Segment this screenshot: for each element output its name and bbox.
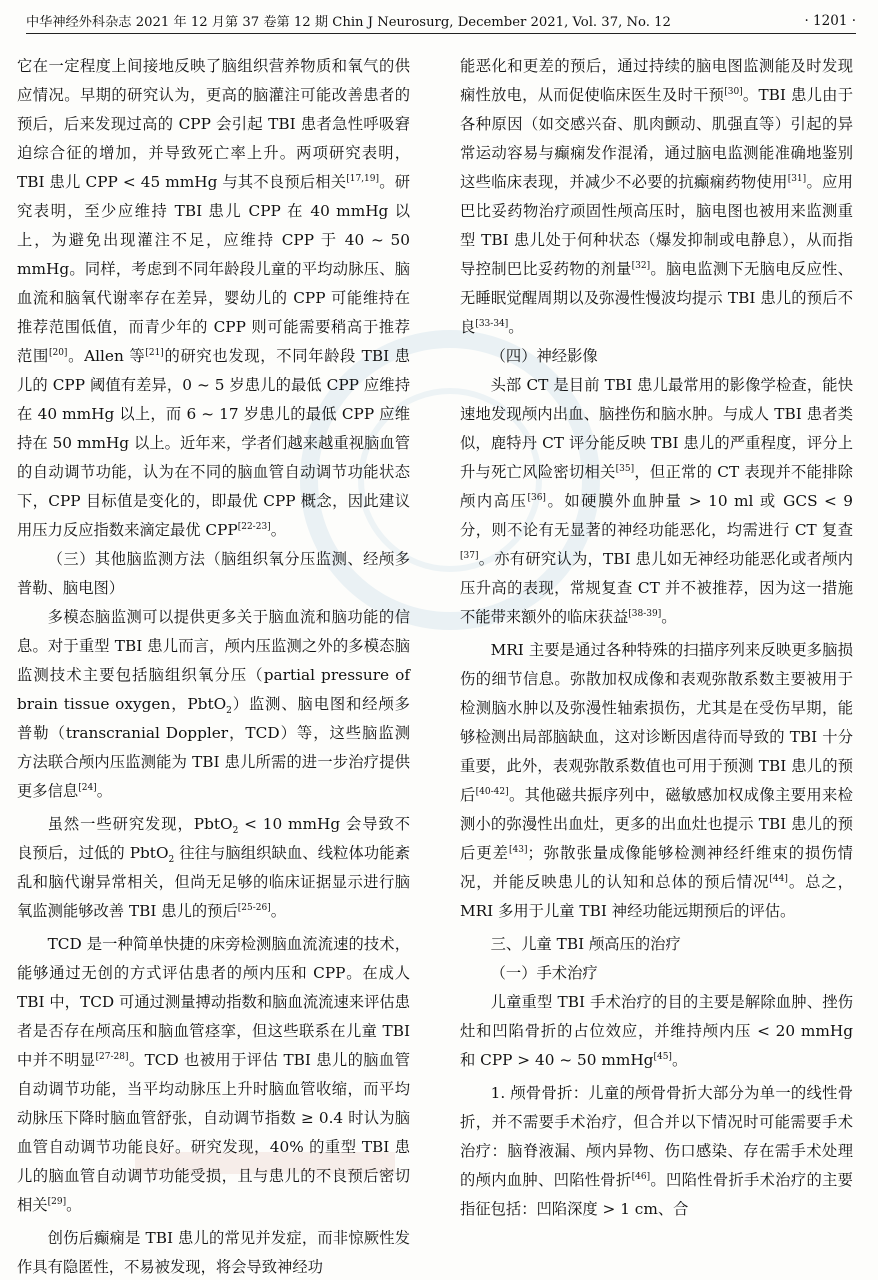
citation: [33-34]	[475, 318, 509, 329]
citation: [40-42]	[475, 786, 509, 797]
right-column	[460, 52, 853, 1224]
citation: [45]	[653, 1051, 672, 1062]
citation: [38-39]	[628, 608, 662, 619]
paragraph: TCD 是一种简单快捷的床旁检测脑血流流速的技术，能够通过无创的方式评估患者的颅内压和 CPP。在成人 TBI 中，TCD 可通过测量搏动指数和脑血流流速来评估患者是否存在颅高压和脑血管痉挛，但这些联系在儿童 TBI 中并不明显[27-28]。TCD 也被用于评估 TBI 患儿的脑血管自动调节功能，当平均动脉压上升时脑血管收缩，而平均动脉压下降时脑血管舒张，自动调节指数 ≥ 0.4 时认为脑血管自动调节功能良好。研究发现，40% 的重型 TBI 患儿的脑血管自动调节功能受损，且与患儿的不良预后密切相关[29]。	[17, 935, 410, 1214]
citation: [24]	[78, 782, 97, 793]
page-number: · 1201 ·	[804, 12, 856, 29]
citation: [21]	[145, 347, 164, 358]
paragraph: 能恶化和更差的预后，通过持续的脑电图监测能及时发现痫性放电，从而促使临床医生及时干预[30]。TBI 患儿由于各种原因（如交感兴奋、肌肉颤动、肌强直等）引起的异常运动容易与癫痫发作混淆，通过脑电监测能准确地鉴别这些临床表现，并减少不必要的抗癫痫药物使用[31]。应用巴比妥药物治疗顽固性颅高压时，脑电图也被用来监测重型 TBI 患儿处于何种状态（爆发抑制或电静息），从而指导控制巴比妥药物的剂量[32]。脑电监测下无脑电反应性、无睡眠觉醒周期以及弥漫性慢波均提示 TBI 患儿的预后不良[33-34]。	[460, 57, 853, 336]
paragraph: 1. 颅骨骨折：儿童的颅骨骨折大部分为单一的线性骨折，并不需要手术治疗，但合并以下情况时可能需要手术治疗：脑脊液漏、颅内异物、伤口感染、存在需手术处理的颅内血肿、凹陷性骨折[46]。凹陷性骨折手术治疗的主要指征包括：凹陷深度 > 1 cm、合	[460, 1084, 853, 1218]
paragraph: 它在一定程度上间接地反映了脑组织营养物质和氧气的供应情况。早期的研究认为，更高的脑灌注可能改善患者的预后，后来发现过高的 CPP 会引起 TBI 患者急性呼吸窘迫综合征的增加，并导致死亡率上升。两项研究表明，TBI 患儿 CPP < 45 mmHg 与其不良预后相关[17,19]。研究表明，至少应维持 TBI 患儿 CPP 在 40 mmHg 以上，为避免出现灌注不足，应维持 CPP 于 40 ~ 50 mmHg。同样，考虑到不同年龄段儿童的平均动脉压、脑血流和脑氧代谢率存在差异，婴幼儿的 CPP 可能维持在推荐范围低值，而青少年的 CPP 则可能需要稍高于推荐范围[20]。Allen 等[21]的研究也发现，不同年龄段 TBI 患儿的 CPP 阈值有差异，0 ~ 5 岁患儿的最低 CPP 应维持在 40 mmHg 以上，而 6 ~ 17 岁患儿的最低 CPP 应维持在 50 mmHg 以上。近年来，学者们越来越重视脑血管的自动调节功能，认为在不同的脑血管自动调节功能状态下，CPP 目标值是变化的，即最优 CPP 概念，因此建议用压力反应指数来滴定最优 CPP[22-23]。	[17, 57, 410, 539]
citation: [44]	[769, 873, 788, 884]
citation: [25-26]	[237, 902, 271, 913]
citation: [17,19]	[346, 173, 380, 184]
subsection-heading: （一）手术治疗	[490, 964, 598, 982]
paragraph: MRI 主要是通过各种特殊的扫描序列来反映更多脑损伤的细节信息。弥散加权成像和表观弥散系数主要被用于检测脑水肿以及弥漫性轴索损伤，尤其是在受伤早期，能够检测出局部脑缺血，这对诊断因虐待而导致的 TBI 十分重要，此外，表观弥散系数值也可用于预测 TBI 患儿的预后[40-42]。其他磁共振序列中，磁敏感加权成像主要用来检测小的弥漫性出血灶，更多的出血灶也提示 TBI 患儿的预后更差[43]；弥散张量成像能够检测神经纤维束的损伤情况，并能反映患儿的认知和总体的预后情况[44]。总之，MRI 多用于儿童 TBI 神经功能远期预后的评估。	[460, 641, 853, 920]
citation: [20]	[48, 347, 68, 358]
section-heading: 三、儿童 TBI 颅高压的治疗	[490, 935, 681, 953]
section-heading: （四）神经影像	[490, 347, 598, 365]
paragraph: 头部 CT 是目前 TBI 患儿最常用的影像学检查，能快速地发现颅内出血、脑挫伤和脑水肿。与成人 TBI 患者类似，鹿特丹 CT 评分能反映 TBI 患儿的严重程度，评分上升与死亡风险密切相关[35]，但正常的 CT 表现并不能排除颅内高压[36]。如硬膜外血肿量 > 10 ml 或 GCS < 9 分，则不论有无显著的神经功能恶化，均需进行 CT 复查[37]。亦有研究认为，TBI 患儿如无神经功能恶化或者颅内压升高的表现，常规复查 CT 并不被推荐，因为这一措施不能带来额外的临床获益[38-39]。	[460, 376, 853, 626]
left-column	[17, 52, 410, 1280]
paragraph: 创伤后癫痫是 TBI 患儿的常见并发症，而非惊厥性发作具有隐匿性，不易被发现，将会导致神经功	[17, 1229, 410, 1276]
citation: [35]	[615, 463, 635, 474]
running-header	[26, 8, 856, 34]
section-heading: （三）其他脑监测方法（脑组织氧分压监测、经颅多普勒、脑电图）	[17, 550, 410, 597]
paragraph: 虽然一些研究发现，PbtO$_2$ < 10 mmHg 会导致不良预后，过低的 PbtO$_2$ 往往与脑组织缺血、线粒体功能紊乱和脑代谢异常相关，但尚无足够的临床证据显示进行脑氧监测能够改善 TBI 患儿的预后[25-26]。	[17, 815, 411, 920]
citation: [29]	[47, 1196, 67, 1207]
citation: [22-23]	[237, 521, 271, 532]
citation: [43]	[508, 844, 528, 855]
journal-citation: 中华神经外科杂志 2021 年 12 月第 37 卷第 12 期 Chin J Neurosurg, December 2021, Vol. 37, No. 12	[26, 15, 671, 30]
citation: [27-28]	[95, 1051, 129, 1062]
paragraph: 多模态脑监测可以提供更多关于脑血流和脑功能的信息。对于重型 TBI 患儿而言，颅内压监测之外的多模态脑监测技术主要包括脑组织氧分压（partial pressure of brain tissue oxygen，PbtO$_2$）监测、脑电图和经颅多普勒（transcranial Doppler，TCD）等，这些脑监测方法联合颅内压监测能为 TBI 患儿所需的进一步治疗提供更多信息[24]。	[17, 608, 410, 800]
citation: [37]	[460, 550, 479, 561]
citation: [31]	[787, 173, 807, 184]
citation: [32]	[631, 260, 651, 271]
citation: [36]	[527, 492, 546, 503]
paragraph: 儿童重型 TBI 手术治疗的目的主要是解除血肿、挫伤灶和凹陷骨折的占位效应，并维持颅内压 < 20 mmHg 和 CPP > 40 ~ 50 mmHg[45]。	[460, 993, 853, 1069]
citation: [46]	[631, 1171, 651, 1182]
citation: [30]	[724, 86, 743, 97]
